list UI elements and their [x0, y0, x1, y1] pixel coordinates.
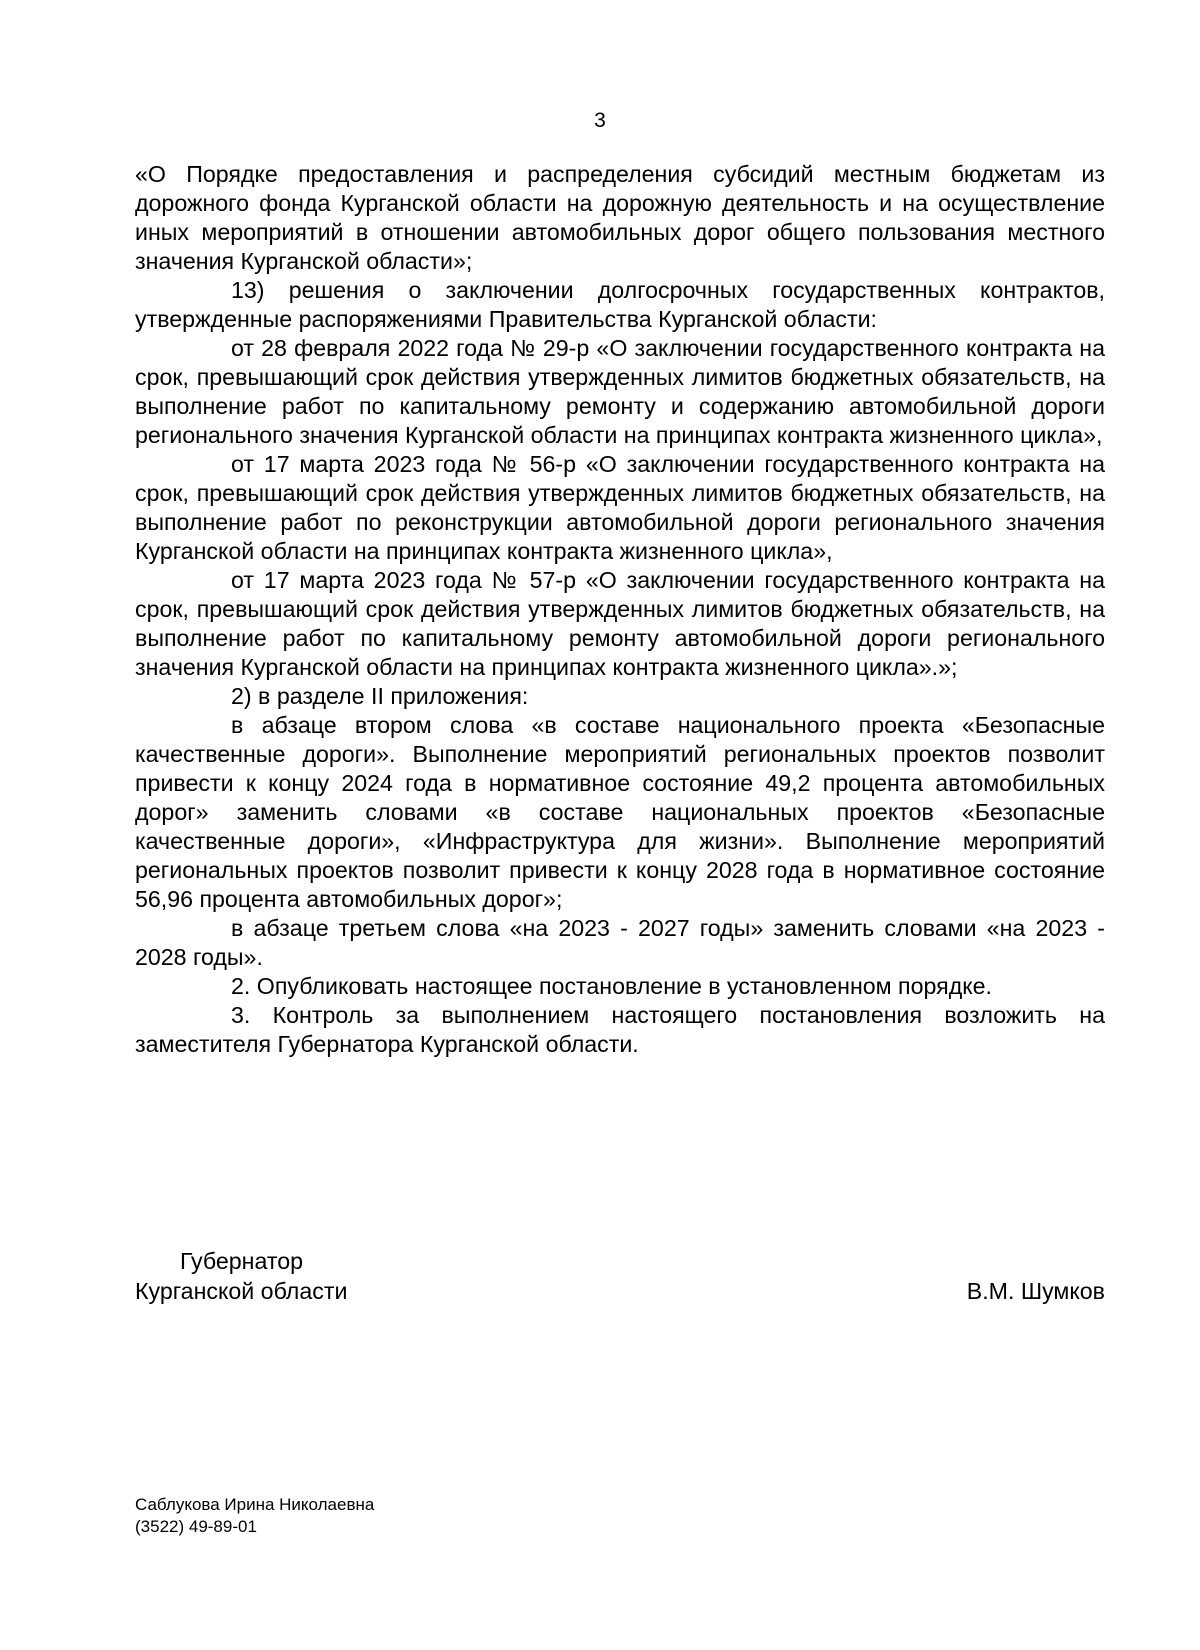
signature-title-line1: Губернатор: [180, 1248, 304, 1274]
paragraph-item-2: 2) в разделе II приложения:: [231, 683, 529, 709]
executor-block: [135, 1494, 374, 1538]
paragraph-continuation: «О Порядке предоставления и распределения субсидий местным бюджетам из дорожного фонда Курганской области на дорожную деятельность и на осуществление иных мероприятий в отношении автомобильных дорог общего пользования местного значения Курганской области»;: [135, 161, 1105, 274]
paragraph-item-13: 13) решения о заключении долгосрочных государственных контрактов, утвержденные распоряжениями Правительства Курганской области:: [135, 277, 1105, 332]
executor-name: Саблукова Ирина Николаевна: [135, 1495, 375, 1514]
paragraph-control: 3. Контроль за выполнением настоящего постановления возложить на заместителя Губернатора Курганской области.: [135, 1002, 1105, 1057]
paragraph-decision-56-r: от 17 марта 2023 года № 56-р «О заключении государственного контракта на срок, превышающий срок действия утвержденных лимитов бюджетных обязательств, на выполнение работ по реконструкции автомобильной дороги регионального значения Курганской области на принципах контракта жизненного цикла»,: [135, 451, 1105, 564]
document-body: [135, 160, 1105, 1059]
signature-name: В.М. Шумков: [966, 1278, 1105, 1304]
signature-title-line2: Курганской области: [135, 1278, 348, 1304]
paragraph-decision-57-r: от 17 марта 2023 года № 57-р «О заключении государственного контракта на срок, превышающий срок действия утвержденных лимитов бюджетных обязательств, на выполнение работ по капитальному ремонту автомобильной дороги регионального значения Курганской области на принципах контракта жизненного цикла».»;: [135, 567, 1105, 680]
paragraph-decision-29-r: от 28 февраля 2022 года № 29-р «О заключении государственного контракта на срок, превышающий срок действия утвержденных лимитов бюджетных обязательств, на выполнение работ по капитальному ремонту и содержанию автомобильной дороги регионального значения Курганской области на принципах контракта жизненного цикла»,: [135, 335, 1105, 448]
paragraph-third-abzac: в абзаце третьем слова «на 2023 - 2027 годы» заменить словами «на 2023 - 2028 годы».: [135, 915, 1105, 970]
page-number: 3: [594, 109, 606, 132]
paragraph-second-abzac: в абзаце втором слова «в составе национального проекта «Безопасные качественные дороги». Выполнение мероприятий региональных проектов позволит привести к концу 2024 года в нормативное состояние 49,2 процента автомобильных дорог» заменить словами «в составе национальных проектов «Безопасные качественные дороги», «Инфраструктура для жизни». Выполнение мероприятий региональных проектов позволит привести к концу 2028 года в нормативное состояние 56,96 процента автомобильных дорог»;: [135, 712, 1105, 912]
paragraph-publish: 2. Опубликовать настоящее постановление в установленном порядке.: [231, 973, 992, 999]
executor-phone: (3522) 49-89-01: [135, 1517, 257, 1536]
